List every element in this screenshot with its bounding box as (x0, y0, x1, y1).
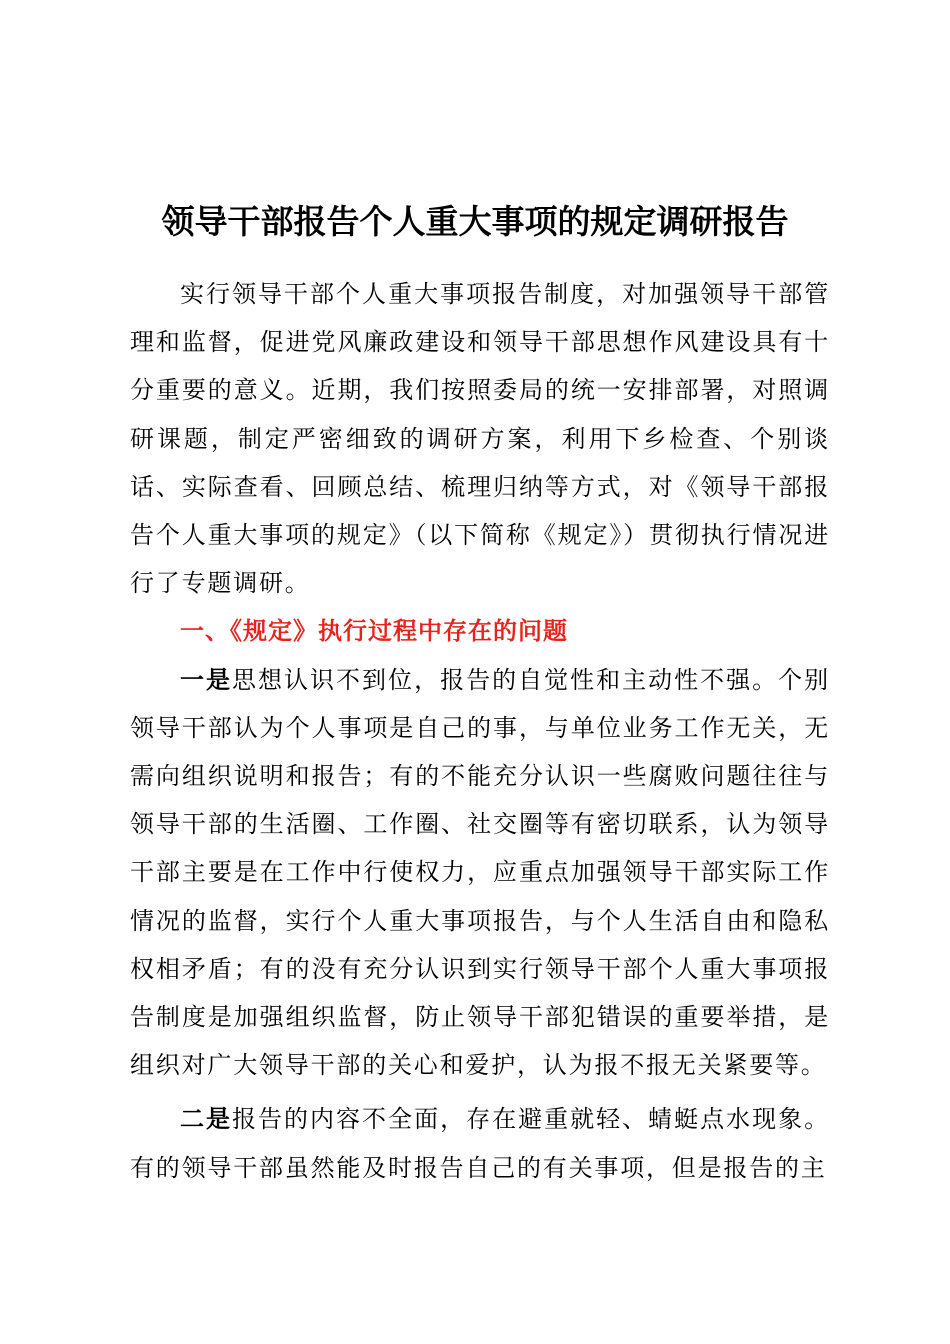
point-one-text: 思想认识不到位，报告的自觉性和主动性不强。个别领导干部认为个人事项是自己的事，与单位业务工作无关，无需向组织说明和报告；有的不能充分认识一些腐败问题往往与领导干部的生活圈、工作圈、社交圈等有密切联系，认为领导干部主要是在工作中行使权力，应重点加强领导干部实际工作情况的监督，实行个人重大事项报告，与个人生活自由和隐私权相矛盾；有的没有充分认识到实行领导干部个人重大事项报告制度是加强组织监督，防止领导干部犯错误的重要举措，是组织对广大领导干部的关心和爱护，认为报不报无关紧要等。 (130, 665, 830, 1080)
point-two-text: 报告的内容不全面，存在避重就轻、蜻蜓点水现象。有的领导干部虽然能及时报告自己的有关事项，但是报告的主 (130, 1105, 830, 1182)
point-two-lead: 二是 (180, 1105, 233, 1134)
document-title: 领导干部报告个人重大事项的规定调研报告 (161, 202, 789, 241)
section-heading: 一、《规定》执行过程中存在的问题 (180, 617, 568, 646)
point-one-paragraph (130, 656, 830, 1090)
point-two-paragraph (130, 1095, 830, 1191)
document-body (130, 270, 830, 1192)
point-one-lead: 一是 (180, 665, 233, 694)
intro-paragraph: 实行领导干部个人重大事项报告制度，对加强领导干部管理和监督，促进党风廉政建设和领导干部思想作风建设具有十分重要的意义。近期，我们按照委局的统一安排部署，对照调研课题，制定严密细致的调研方案，利用下乡检查、个别谈话、实际查看、回顾总结、梳理归纳等方式，对《领导干部报告个人重大事项的规定》（以下简称《规定》）贯彻执行情况进行了专题调研。 (130, 280, 830, 598)
